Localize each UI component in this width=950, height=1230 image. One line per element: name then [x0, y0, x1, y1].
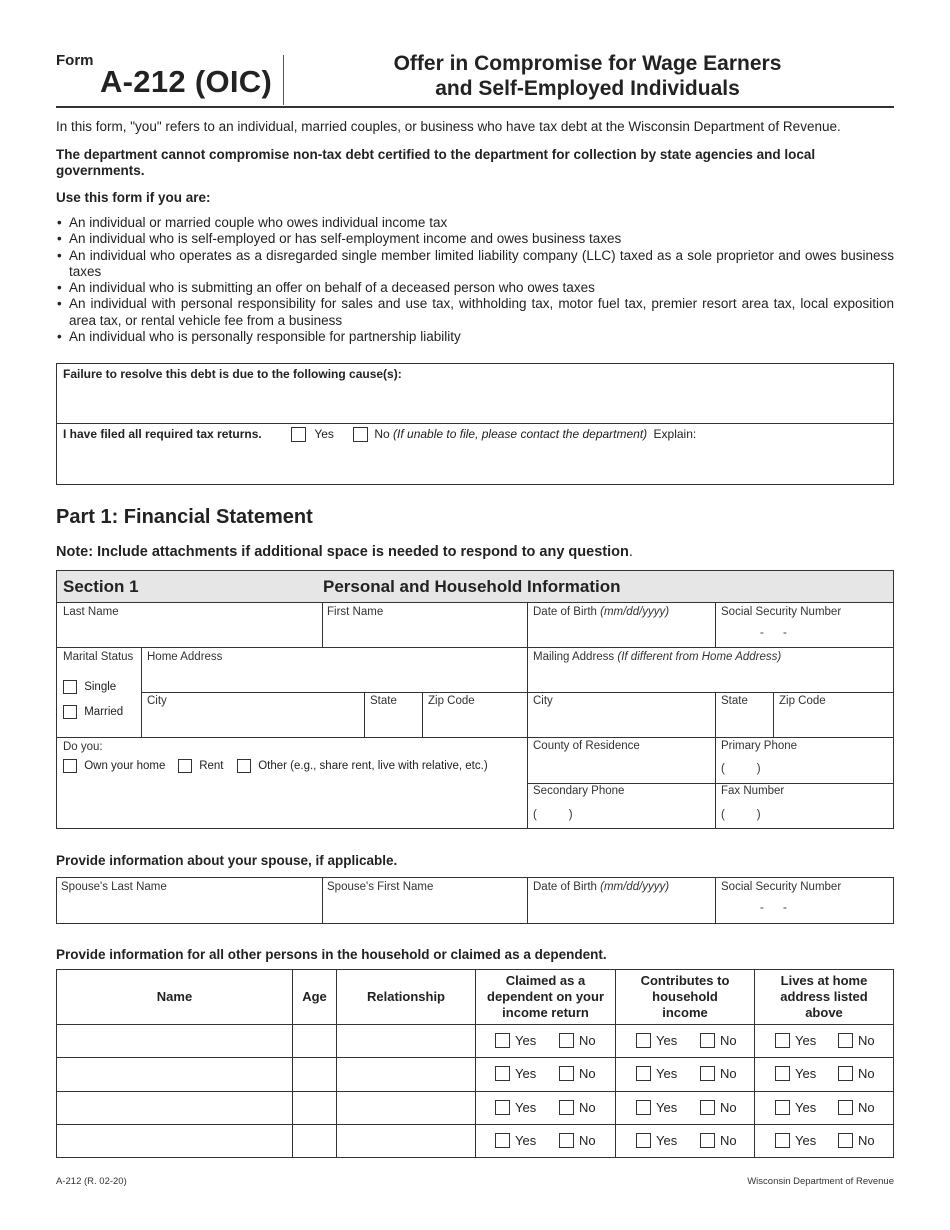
- part1-title: Part 1: Financial Statement: [56, 506, 313, 528]
- spouse-dob-label-text: Date of Birth: [533, 881, 597, 893]
- home-city-field[interactable]: [142, 693, 364, 737]
- claimed-no-option: [559, 1100, 596, 1116]
- mailing-zip-label: Zip Code: [779, 695, 826, 707]
- ssn-dashes: - -: [760, 627, 787, 639]
- failure-cause-label: Failure to resolve this debt is due to the following cause(s):: [63, 367, 402, 381]
- other-housing-checkbox[interactable]: [237, 759, 251, 773]
- filed-no-label: No: [374, 427, 390, 441]
- no-label: No: [858, 1100, 875, 1115]
- intro-text: In this form, "you" refers to an individual, married couples, or business who have tax debt at the Wisconsin Department of Revenue.: [56, 119, 841, 134]
- fax-paren: ( ): [721, 809, 761, 821]
- attachments-note: [56, 544, 633, 560]
- section1-title: Personal and Household Information: [323, 577, 621, 596]
- claimed-no-checkbox[interactable]: [559, 1133, 574, 1148]
- col-header-line: income: [662, 1005, 708, 1020]
- no-label: No: [858, 1133, 875, 1148]
- claimed-yes-checkbox[interactable]: [495, 1033, 510, 1048]
- mailing-zip-field[interactable]: [774, 693, 893, 737]
- claimed-yes-checkbox[interactable]: [495, 1066, 510, 1081]
- list-item: • An individual who operates as a disregarded single member limited liability company (LLC) taxed as a sole proprietor and owes business taxes: [56, 248, 894, 281]
- contributes-no-option: [700, 1066, 737, 1082]
- claimed-no-option: [559, 1066, 596, 1082]
- col-header-relationship: Relationship: [366, 989, 445, 1004]
- contributes-no-checkbox[interactable]: [700, 1133, 715, 1148]
- lives-yes-option: [775, 1066, 816, 1082]
- own-home-label: Own your home: [84, 760, 166, 773]
- filed-no-checkbox[interactable]: [353, 427, 368, 442]
- home-zip-label: Zip Code: [428, 695, 475, 707]
- contributes-yes-checkbox[interactable]: [636, 1133, 651, 1148]
- dependent-name-field[interactable]: [57, 1125, 292, 1157]
- dob-label-text: Date of Birth: [533, 606, 597, 618]
- no-label: No: [720, 1133, 737, 1148]
- yes-label: Yes: [795, 1033, 817, 1048]
- secondary-phone-label: Secondary Phone: [533, 785, 625, 797]
- rent-option: [178, 759, 224, 773]
- lives-yes-option: [775, 1133, 816, 1149]
- mailing-address-label-text: Mailing Address: [533, 651, 615, 663]
- attachments-note-text: Note: Include attachments if additional space is needed to respond to any question: [56, 544, 629, 560]
- filed-yes-checkbox[interactable]: [291, 427, 306, 442]
- first-name-label: First Name: [327, 606, 384, 618]
- yes-label: Yes: [656, 1033, 678, 1048]
- filed-yes-option: [291, 427, 334, 442]
- col-header-name: Name: [156, 989, 193, 1004]
- last-name-field[interactable]: [57, 603, 322, 647]
- married-option: [63, 705, 123, 719]
- contributes-no-option: [700, 1100, 737, 1116]
- col-header-lives-at-home: [755, 973, 893, 1021]
- col-header-line: Lives at home: [780, 973, 868, 988]
- col-header-age: Age: [302, 989, 327, 1004]
- dependent-relationship-field[interactable]: [337, 1092, 475, 1124]
- contributes-yes-option: [636, 1100, 677, 1116]
- mailing-city-field[interactable]: [528, 693, 715, 737]
- rent-label: Rent: [199, 760, 224, 773]
- household-table: [56, 969, 894, 1158]
- claimed-no-option: [559, 1133, 596, 1149]
- dob-field[interactable]: [528, 603, 715, 647]
- claimed-yes-checkbox[interactable]: [495, 1100, 510, 1115]
- yes-label: Yes: [795, 1133, 817, 1148]
- ssn-field[interactable]: [716, 603, 893, 647]
- dependent-name-field[interactable]: [57, 1092, 292, 1124]
- single-checkbox[interactable]: [63, 680, 77, 694]
- lives-yes-checkbox[interactable]: [775, 1100, 790, 1115]
- spouse-ssn-dashes: - -: [760, 902, 787, 914]
- dependent-relationship-field[interactable]: [337, 1058, 475, 1091]
- married-checkbox[interactable]: [63, 705, 77, 719]
- dependent-age-field[interactable]: [293, 1025, 336, 1057]
- spouse-dob-format: (mm/dd/yyyy): [600, 881, 670, 893]
- section1-personal-info: [56, 570, 894, 829]
- home-zip-field[interactable]: [423, 693, 527, 737]
- claimed-yes-checkbox[interactable]: [495, 1133, 510, 1148]
- col-header-line: dependent on your: [487, 989, 604, 1004]
- lives-no-checkbox[interactable]: [838, 1066, 853, 1081]
- rent-checkbox[interactable]: [178, 759, 192, 773]
- list-item: • An individual who is submitting an offer on behalf of a deceased person who owes taxes: [56, 280, 894, 296]
- dependent-relationship-field[interactable]: [337, 1025, 475, 1057]
- dependent-age-field[interactable]: [293, 1092, 336, 1124]
- lives-no-checkbox[interactable]: [838, 1033, 853, 1048]
- no-label: No: [579, 1100, 596, 1115]
- lives-no-checkbox[interactable]: [838, 1133, 853, 1148]
- claimed-no-checkbox[interactable]: [559, 1100, 574, 1115]
- lives-yes-checkbox[interactable]: [775, 1133, 790, 1148]
- no-label: No: [720, 1100, 737, 1115]
- filed-returns-label: I have filed all required tax returns.: [63, 427, 262, 441]
- col-header-line: Claimed as a: [505, 973, 586, 988]
- home-city-label: City: [147, 695, 167, 707]
- section1-number: Section 1: [63, 577, 139, 596]
- form-label: Form: [56, 52, 94, 69]
- failure-cause-field[interactable]: [57, 382, 893, 422]
- claimed-yes-option: [495, 1066, 536, 1082]
- col-header-line: address listed: [780, 989, 868, 1004]
- use-form-heading: Use this form if you are:: [56, 190, 211, 205]
- do-you-label: Do you:: [63, 741, 103, 753]
- lives-no-option: [838, 1133, 875, 1149]
- secondary-phone-paren: ( ): [533, 809, 573, 821]
- home-address-field[interactable]: [142, 648, 527, 692]
- filed-no-option: [353, 427, 696, 442]
- form-number: A-212 (OIC): [100, 64, 273, 99]
- own-home-checkbox[interactable]: [63, 759, 77, 773]
- claimed-no-checkbox[interactable]: [559, 1033, 574, 1048]
- form-title-line-1: Offer in Compromise for Wage Earners: [393, 52, 782, 75]
- fax-label: Fax Number: [721, 785, 785, 797]
- spouse-heading: Provide information about your spouse, if applicable.: [56, 853, 398, 868]
- list-item: • An individual who is self-employed or has self-employment income and owes business taxes: [56, 231, 894, 247]
- eligibility-list: [56, 215, 894, 345]
- other-housing-option: [237, 759, 488, 773]
- yes-label: Yes: [515, 1066, 537, 1081]
- claimed-no-option: [559, 1033, 596, 1049]
- county-label: County of Residence: [533, 740, 640, 752]
- county-field[interactable]: [528, 738, 715, 783]
- married-label: Married: [84, 706, 124, 719]
- lives-no-option: [838, 1100, 875, 1116]
- col-header-contributes: [616, 973, 754, 1021]
- yes-label: Yes: [515, 1033, 537, 1048]
- header-separator: [283, 55, 284, 105]
- home-state-label: State: [370, 695, 397, 707]
- contributes-yes-checkbox[interactable]: [636, 1066, 651, 1081]
- lives-yes-option: [775, 1033, 816, 1049]
- department-name: Wisconsin Department of Revenue: [747, 1176, 894, 1187]
- claimed-yes-option: [495, 1100, 536, 1116]
- mailing-state-field[interactable]: [716, 693, 773, 737]
- form-title: [330, 51, 845, 101]
- lives-yes-option: [775, 1100, 816, 1116]
- lives-yes-checkbox[interactable]: [775, 1033, 790, 1048]
- primary-phone-paren: ( ): [721, 763, 761, 775]
- col-header-line: above: [805, 1005, 843, 1020]
- single-label: Single: [84, 681, 117, 694]
- header-rule: [56, 106, 894, 108]
- spouse-last-name-label: Spouse's Last Name: [61, 881, 167, 893]
- filed-no-note: (If unable to file, please contact the department): [393, 427, 648, 441]
- contributes-yes-checkbox[interactable]: [636, 1033, 651, 1048]
- explain-field[interactable]: [57, 444, 893, 484]
- list-item: • An individual who is personally responsible for partnership liability: [56, 329, 894, 345]
- spouse-ssn-label: Social Security Number: [721, 881, 842, 893]
- explain-label: Explain:: [653, 427, 697, 441]
- secondary-phone-field[interactable]: [528, 784, 715, 828]
- mailing-address-note: (If different from Home Address): [617, 651, 782, 663]
- contributes-no-checkbox[interactable]: [700, 1100, 715, 1115]
- no-label: No: [579, 1133, 596, 1148]
- lives-no-option: [838, 1033, 875, 1049]
- yes-label: Yes: [515, 1100, 537, 1115]
- home-state-field[interactable]: [365, 693, 422, 737]
- dependent-name-field[interactable]: [57, 1058, 292, 1091]
- primary-phone-field[interactable]: [716, 738, 893, 783]
- primary-phone-label: Primary Phone: [721, 740, 798, 752]
- lives-no-checkbox[interactable]: [838, 1100, 853, 1115]
- spouse-first-name-field[interactable]: [323, 878, 527, 923]
- lives-yes-checkbox[interactable]: [775, 1066, 790, 1081]
- yes-label: Yes: [515, 1133, 537, 1148]
- other-housing-label: Other (e.g., share rent, live with relative, etc.): [258, 760, 488, 773]
- ssn-label: Social Security Number: [721, 606, 842, 618]
- list-item: • An individual or married couple who owes individual income tax: [56, 215, 894, 231]
- contributes-yes-option: [636, 1133, 677, 1149]
- no-label: No: [858, 1033, 875, 1048]
- no-label: No: [720, 1066, 737, 1081]
- contributes-yes-checkbox[interactable]: [636, 1100, 651, 1115]
- claimed-yes-option: [495, 1033, 536, 1049]
- form-title-line-2: and Self-Employed Individuals: [435, 77, 740, 100]
- claimed-yes-option: [495, 1133, 536, 1149]
- col-header-claimed: [476, 973, 615, 1021]
- last-name-label: Last Name: [63, 606, 119, 618]
- dependent-age-field[interactable]: [293, 1058, 336, 1091]
- home-address-label: Home Address: [147, 651, 223, 663]
- marital-status-label: Marital Status: [63, 651, 134, 663]
- spouse-ssn-field[interactable]: [716, 878, 893, 923]
- yes-label: Yes: [656, 1133, 678, 1148]
- dependent-relationship-field[interactable]: [337, 1125, 475, 1157]
- yes-label: Yes: [656, 1100, 678, 1115]
- failure-cause-box: [56, 363, 894, 485]
- form-revision: A-212 (R. 02-20): [56, 1176, 127, 1187]
- spouse-dob-field[interactable]: [528, 878, 715, 923]
- spouse-last-name-field[interactable]: [57, 878, 322, 923]
- contributes-no-option: [700, 1033, 737, 1049]
- contributes-no-checkbox[interactable]: [700, 1066, 715, 1081]
- no-label: No: [579, 1066, 596, 1081]
- contributes-no-checkbox[interactable]: [700, 1033, 715, 1048]
- col-header-line: income return: [502, 1005, 589, 1020]
- attachments-note-period: .: [628, 544, 633, 560]
- own-home-option: [63, 759, 165, 773]
- spouse-info-table: [56, 877, 894, 924]
- mailing-address-field[interactable]: [528, 648, 893, 692]
- yes-label: Yes: [795, 1066, 817, 1081]
- single-option: [63, 680, 116, 694]
- yes-label: Yes: [795, 1100, 817, 1115]
- col-header-line: household: [652, 989, 718, 1004]
- contributes-yes-option: [636, 1066, 677, 1082]
- no-label: No: [579, 1033, 596, 1048]
- filed-yes-label: Yes: [314, 427, 334, 441]
- contributes-yes-option: [636, 1033, 677, 1049]
- mailing-city-label: City: [533, 695, 553, 707]
- section1-header: [57, 571, 893, 603]
- lives-no-option: [838, 1066, 875, 1082]
- yes-label: Yes: [656, 1066, 678, 1081]
- claimed-no-checkbox[interactable]: [559, 1066, 574, 1081]
- contributes-no-option: [700, 1133, 737, 1149]
- no-label: No: [858, 1066, 875, 1081]
- list-item: • An individual with personal responsibility for sales and use tax, withholding tax, motor fuel tax, premier resort area tax, local exposition area tax, or rental vehicle fee from a business: [56, 296, 894, 329]
- household-heading: Provide information for all other persons in the household or claimed as a dependent.: [56, 947, 607, 962]
- fax-field[interactable]: [716, 784, 893, 828]
- dependent-age-field[interactable]: [293, 1125, 336, 1157]
- box-divider: [57, 423, 893, 424]
- mailing-state-label: State: [721, 695, 748, 707]
- dependent-name-field[interactable]: [57, 1025, 292, 1057]
- spouse-first-name-label: Spouse's First Name: [327, 881, 434, 893]
- col-header-line: Contributes to: [640, 973, 730, 988]
- dob-format: (mm/dd/yyyy): [600, 606, 670, 618]
- non-tax-debt-note: The department cannot compromise non-tax debt certified to the department for collection by state agencies and local governments.: [56, 147, 816, 178]
- no-label: No: [720, 1033, 737, 1048]
- first-name-field[interactable]: [323, 603, 527, 647]
